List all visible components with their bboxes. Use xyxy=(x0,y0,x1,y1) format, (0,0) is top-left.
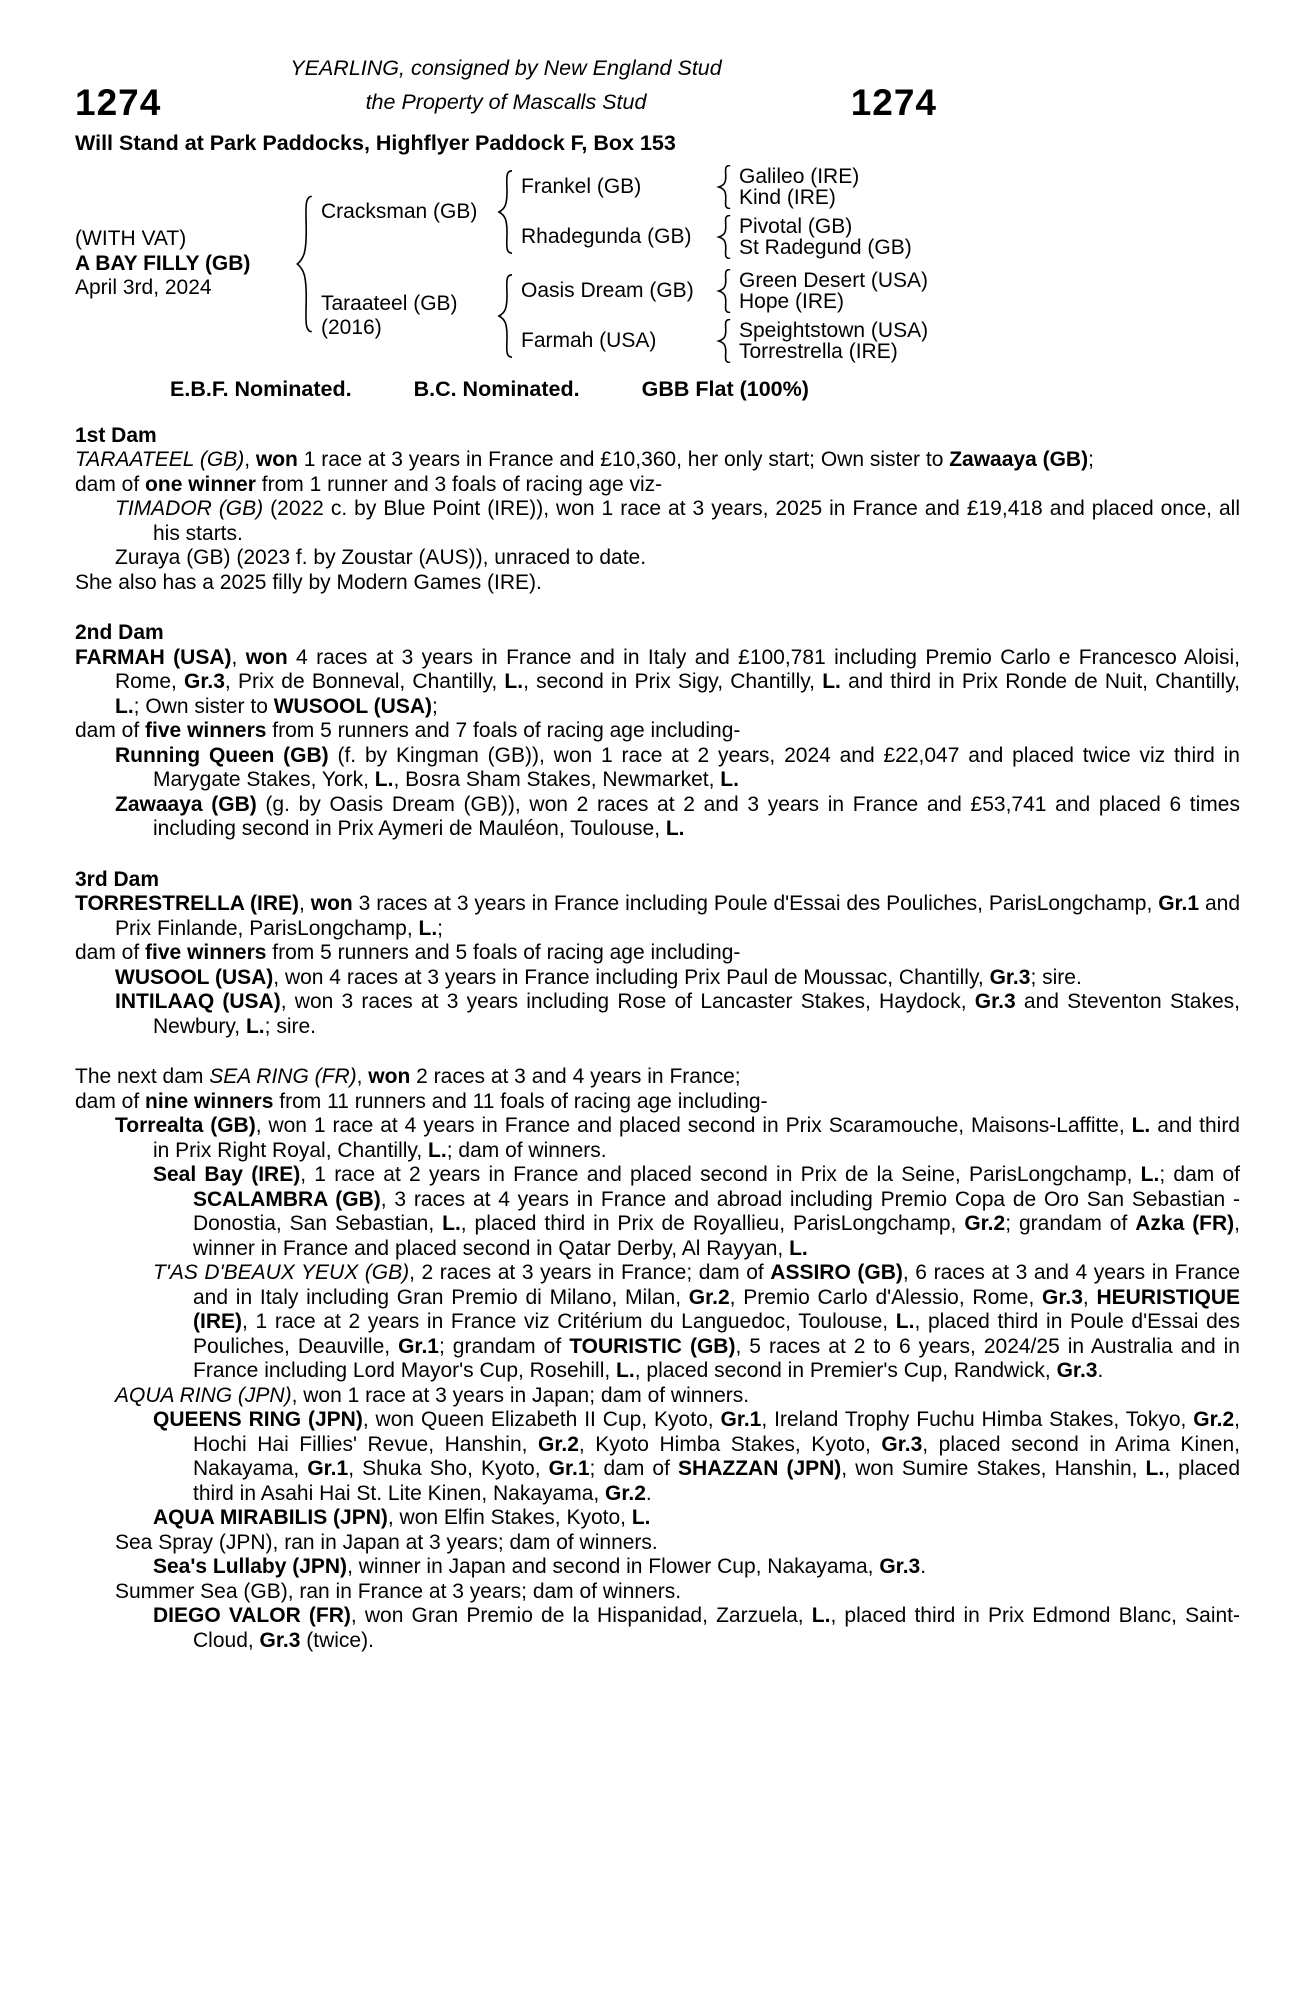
text-segment: (twice). xyxy=(300,1628,374,1652)
catalogue-paragraph xyxy=(75,1114,1240,1163)
catalogue-paragraph xyxy=(75,473,1240,498)
text-segment: , Ireland Trophy Fuchu Himba Stakes, Tokyo, xyxy=(761,1408,1194,1431)
ggp-name: Green Desert (USA) xyxy=(739,268,929,292)
text-segment: , won Gran Premio de la Hispanidad, Zarzuela, xyxy=(350,1604,812,1627)
granddam-block xyxy=(521,319,928,363)
catalogue-paragraph xyxy=(75,1090,1240,1115)
text-segment: won xyxy=(368,1065,411,1088)
catalogue-paragraph xyxy=(75,646,1240,720)
text-segment: , Premio Carlo d'Alessio, Rome, xyxy=(729,1285,1043,1309)
ggp-name: Hope (IRE) xyxy=(739,290,845,313)
text-segment: ; dam of xyxy=(1159,1163,1241,1186)
text-segment: from 11 runners and 11 foals of racing age including- xyxy=(273,1089,768,1113)
text-segment: . xyxy=(1097,1359,1104,1382)
text-segment: (2022 c. by Blue Point (IRE)), won 1 race at 3 years, 2025 in France and £19,418 and placed once, all his starts. xyxy=(153,497,1240,545)
lot-row xyxy=(75,83,937,123)
text-segment: ; Own sister to xyxy=(133,694,274,718)
text-segment: and Prix Finlande, ParisLongchamp, xyxy=(115,892,1240,940)
text-segment: and third in Prix Right Royal, Chantilly, xyxy=(153,1114,1240,1162)
great-grandparents xyxy=(739,166,859,209)
catalogue-paragraph xyxy=(75,571,1240,596)
text-segment: ; xyxy=(1088,448,1094,471)
text-segment: ; xyxy=(432,694,438,718)
sire-dam-name: Rhadegunda (GB) xyxy=(521,224,692,248)
text-segment: , 6 races at 3 and 4 years in France and in Italy including Gran Premio di Milano, Milan, xyxy=(193,1261,1240,1309)
text-segment: SCALAMBRA (GB) xyxy=(193,1187,381,1211)
text-segment: , 5 races at 2 to 6 years, 2024/25 in Australia and in France including Lord Mayor's Cup, Rosehill, xyxy=(193,1334,1240,1382)
catalogue-paragraph xyxy=(75,1555,1240,1580)
dam-name: Taraateel (GB) xyxy=(321,291,458,315)
text-segment: Gr.1 xyxy=(548,1457,590,1480)
text-segment: Gr.3 xyxy=(881,1432,923,1456)
text-segment: , second in Prix Sigy, Chantilly, xyxy=(523,670,823,693)
text-segment: Sea Spray (JPN), ran in Japan at 3 years; dam of winners. xyxy=(115,1530,658,1554)
text-segment: , won 1 race at 4 years in France and placed second in Prix Scaramouche, Maisons-Laffitte, xyxy=(255,1114,1132,1137)
text-segment: , 3 races at 4 years in France and abroad including Premio Copa de Oro San Sebastian - Donostia, San Sebastian, xyxy=(193,1187,1240,1235)
text-segment: (f. by Kingman (GB)), won 1 race at 2 years, 2024 and £22,047 and placed twice viz third in Marygate Stakes, York, xyxy=(153,743,1240,791)
text-segment: , won 3 races at 3 years including Rose of Lancaster Stakes, Haydock, xyxy=(280,990,975,1013)
text-segment: Gr.3 xyxy=(974,990,1016,1013)
text-segment: DIEGO VALOR (FR) xyxy=(153,1604,351,1627)
text-segment: L. xyxy=(631,1506,651,1529)
text-segment: T'AS D'BEAUX YEUX (GB) xyxy=(153,1261,410,1284)
text-segment: L. xyxy=(374,768,394,791)
text-segment: , winner in Japan and second in Flower Cup, Nakayama, xyxy=(347,1555,880,1578)
catalogue-paragraph xyxy=(75,1604,1240,1653)
text-segment: Zawaaya (GB) xyxy=(949,448,1089,471)
catalogue-paragraph xyxy=(75,892,1240,941)
text-segment: Zawaaya (GB) xyxy=(115,792,257,816)
sire-sire-name: Frankel (GB) xyxy=(521,174,642,198)
catalogue-paragraph xyxy=(75,990,1240,1039)
text-segment: Gr.3 xyxy=(184,670,225,693)
text-segment: L. xyxy=(115,694,134,718)
text-segment: AQUA MIRABILIS (JPN) xyxy=(153,1506,388,1529)
text-segment: ; grandam of xyxy=(1005,1212,1136,1235)
text-segment: L. xyxy=(428,1138,447,1162)
text-segment: TIMADOR (GB) xyxy=(115,497,264,520)
text-segment: won xyxy=(255,448,298,471)
text-segment: Azka (FR) xyxy=(1135,1212,1235,1235)
text-segment: and Steventon Stakes, Newbury, xyxy=(153,990,1240,1038)
text-segment: (g. by Oasis Dream (GB)), won 2 races at 2 and 3 years in France and £53,741 and placed 6 times including second in Prix Aymeri de Mauléon, Toulouse, xyxy=(153,792,1240,840)
property-line: the Property of Mascalls Stud xyxy=(365,90,647,115)
text-segment: TARAATEEL (GB) xyxy=(75,448,245,471)
catalogue-paragraph xyxy=(75,719,1240,744)
dam-sections xyxy=(75,424,1240,1654)
text-segment: Running Queen (GB) xyxy=(115,743,329,767)
great-grandparents xyxy=(739,270,928,313)
brace-icon xyxy=(716,269,732,313)
text-segment: Gr.1 xyxy=(1158,892,1200,915)
text-segment: Gr.1 xyxy=(398,1334,439,1358)
text-segment: , Bosra Sham Stakes, Newmarket, xyxy=(393,768,721,791)
sire-block xyxy=(321,165,928,259)
catalogue-paragraph xyxy=(75,1408,1240,1506)
text-segment: and third in Prix Ronde de Nuit, Chantilly, xyxy=(840,670,1241,693)
sire-name: Cracksman (GB) xyxy=(321,199,478,223)
text-segment: L. xyxy=(1145,1457,1165,1480)
text-segment: L. xyxy=(245,1014,265,1038)
text-segment: L. xyxy=(822,670,841,693)
text-segment: , placed third in Poule d'Essai des Pouliches, Deauville, xyxy=(193,1310,1240,1358)
text-segment: 4 races at 3 years in France and in Italy and £100,781 including Premio Carlo e Francesco Aloisi, Rome, xyxy=(115,645,1241,693)
text-segment: , 1 race at 2 years in France viz Critérium du Languedoc, Toulouse, xyxy=(242,1310,896,1333)
text-segment: , won Elfin Stakes, Kyoto, xyxy=(387,1506,632,1529)
brace-icon xyxy=(496,274,514,358)
dam-year: (2016) xyxy=(321,316,382,339)
text-segment: ; dam of winners. xyxy=(446,1138,607,1162)
header xyxy=(75,56,937,155)
text-segment: FARMAH (USA) xyxy=(75,645,232,669)
text-segment: dam of xyxy=(75,472,146,496)
text-segment: , Shuka Sho, Kyoto, xyxy=(348,1457,549,1480)
text-segment: 1 race at 3 years in France and £10,360, her only start; Own sister to xyxy=(297,448,950,471)
text-segment: Gr.2 xyxy=(1193,1408,1235,1431)
text-segment: SHAZZAN (JPN) xyxy=(678,1457,842,1480)
text-segment: L. xyxy=(1140,1163,1160,1186)
text-segment: L. xyxy=(811,1604,831,1627)
dam-block xyxy=(321,269,928,363)
text-segment: Gr.3 xyxy=(1042,1285,1083,1309)
great-grandparents xyxy=(739,320,928,363)
dam-section-heading: 2nd Dam xyxy=(75,621,164,644)
catalogue-paragraph xyxy=(75,744,1240,793)
text-segment: Gr.2 xyxy=(688,1285,730,1309)
text-segment: , 2 races at 3 years in France; dam of xyxy=(409,1261,771,1284)
text-segment: from 1 runner and 3 foals of racing age viz- xyxy=(255,472,663,496)
ggp-name: St Radegund (GB) xyxy=(739,236,912,259)
text-segment: ; grandam of xyxy=(438,1334,570,1358)
text-segment: L. xyxy=(616,1359,635,1382)
text-segment: TORRESTRELLA (IRE) xyxy=(75,892,300,915)
text-segment: . xyxy=(645,1481,652,1505)
text-segment: , Hochi Hai Fillies' Revue, Hanshin, xyxy=(193,1408,1241,1456)
brace-icon xyxy=(716,319,732,363)
subject-block xyxy=(75,227,287,301)
text-segment: , placed third in Asahi Hai St. Lite Kinen, Nakayama, xyxy=(193,1457,1241,1505)
text-segment: Gr.2 xyxy=(538,1432,579,1456)
grandsire-block xyxy=(521,165,912,209)
foal-date: April 3rd, 2024 xyxy=(75,276,212,300)
catalogue-paragraph xyxy=(75,941,1240,966)
text-segment: , placed second in Arima Kinen, Nakayama, xyxy=(193,1432,1240,1480)
text-segment: Summer Sea (GB), ran in France at 3 years; dam of winners. xyxy=(115,1579,682,1603)
text-segment: Gr.3 xyxy=(989,965,1031,989)
text-segment: 2 races at 3 and 4 years in France; xyxy=(410,1065,741,1088)
catalogue-paragraph xyxy=(75,1261,1240,1384)
text-segment: dam of xyxy=(75,719,146,742)
ebf-nominated: E.B.F. Nominated. xyxy=(170,377,352,401)
brace-icon xyxy=(496,170,514,254)
text-segment: The next dam xyxy=(75,1065,210,1088)
catalogue-paragraph xyxy=(75,1384,1240,1409)
text-segment: L. xyxy=(504,670,524,693)
text-segment: won xyxy=(245,645,288,669)
dam-section-heading: 3rd Dam xyxy=(75,867,160,891)
text-segment: dam of xyxy=(75,941,146,964)
text-segment: , won Sumire Stakes, Hanshin, xyxy=(841,1457,1146,1480)
dam-sire-name: Oasis Dream (GB) xyxy=(521,278,694,302)
dam-section xyxy=(75,1065,1240,1653)
text-segment: SEA RING (FR) xyxy=(209,1065,357,1088)
ggp-name: Kind (IRE) xyxy=(739,186,836,209)
dam-section xyxy=(75,621,1240,842)
dam-section xyxy=(75,424,1240,596)
text-segment: WUSOOL (USA) xyxy=(115,965,274,989)
catalogue-paragraph xyxy=(75,497,1240,546)
text-segment: L. xyxy=(1131,1114,1151,1137)
text-segment: Sea's Lullaby (JPN) xyxy=(153,1555,348,1578)
text-segment: one winner xyxy=(145,472,256,496)
text-segment: five winners xyxy=(145,941,267,964)
text-segment: , Prix de Bonneval, Chantilly, xyxy=(224,670,505,693)
ggp-name: Torrestrella (IRE) xyxy=(739,340,898,363)
catalogue-paragraph xyxy=(75,1065,1240,1090)
dam-dam-name: Farmah (USA) xyxy=(521,328,657,352)
text-segment: , placed third in Prix de Royallieu, ParisLongchamp, xyxy=(460,1212,965,1235)
text-segment: , won 4 races at 3 years in France including Prix Paul de Moussac, Chantilly, xyxy=(273,965,990,989)
text-segment: L. xyxy=(895,1310,915,1333)
text-segment: Torrealta (GB) xyxy=(115,1114,256,1137)
text-segment: . xyxy=(920,1555,927,1578)
dam-grandparents xyxy=(521,269,928,363)
catalogue-paragraph xyxy=(75,448,1240,473)
text-segment: L. xyxy=(442,1212,461,1235)
dam-section-heading: 1st Dam xyxy=(75,423,157,447)
text-segment: from 5 runners and 5 foals of racing age including- xyxy=(266,941,741,964)
text-segment: nine winners xyxy=(145,1089,274,1113)
great-grandparents xyxy=(739,216,912,259)
text-segment: , placed third in Prix Edmond Blanc, Saint-Cloud, xyxy=(193,1604,1240,1652)
ggp-name: Galileo (IRE) xyxy=(739,164,860,188)
lot-number-left: 1274 xyxy=(75,81,162,123)
ggp-name: Speightstown (USA) xyxy=(739,318,929,342)
vat-note: (WITH VAT) xyxy=(75,227,187,251)
text-segment: ; xyxy=(437,916,444,940)
text-segment: ; dam of xyxy=(589,1457,679,1480)
text-segment: , xyxy=(1082,1285,1097,1309)
text-segment: , xyxy=(244,448,256,471)
text-segment: , winner in France and placed second in Qatar Derby, Al Rayyan, xyxy=(193,1212,1241,1260)
pedigree-table xyxy=(75,165,1240,363)
text-segment: Seal Bay (IRE) xyxy=(153,1163,301,1186)
lot-number-right: 1274 xyxy=(850,81,937,123)
text-segment: TOURISTIC (GB) xyxy=(569,1334,736,1358)
dam-section xyxy=(75,868,1240,1040)
text-segment: QUEENS RING (JPN) xyxy=(153,1408,363,1431)
dam-name-block xyxy=(321,292,489,341)
bc-nominated: B.C. Nominated. xyxy=(413,377,580,401)
text-segment: HEURISTIQUE (IRE) xyxy=(193,1285,1241,1333)
catalogue-paragraph xyxy=(75,1506,1240,1531)
gbb-flat: GBB Flat (100%) xyxy=(641,377,809,401)
subject-name: A BAY FILLY (GB) xyxy=(75,251,251,275)
text-segment: WUSOOL (USA) xyxy=(273,694,432,718)
text-segment: INTILAAQ (USA) xyxy=(115,990,281,1013)
text-segment: , xyxy=(299,892,311,915)
text-segment: L. xyxy=(720,768,739,791)
brace-icon xyxy=(294,195,314,333)
brace-icon xyxy=(716,215,732,259)
text-segment: Zuraya (GB) (2023 f. by Zoustar (AUS)), unraced to date. xyxy=(115,546,647,569)
text-segment: , 1 race at 2 years in France and placed second in Prix de la Seine, ParisLongchamp, xyxy=(300,1163,1141,1186)
consignor-line: YEARLING, consigned by New England Stud xyxy=(290,56,722,80)
text-segment: Gr.1 xyxy=(720,1408,762,1431)
text-segment: dam of xyxy=(75,1089,146,1113)
text-segment: Gr.3 xyxy=(879,1555,921,1578)
catalogue-paragraph xyxy=(75,1580,1240,1605)
grandsire-block xyxy=(521,269,928,313)
parents-column xyxy=(321,165,928,363)
text-segment: , placed second in Premier's Cup, Randwick, xyxy=(634,1359,1057,1382)
text-segment: ; sire. xyxy=(264,1014,316,1038)
brace-icon xyxy=(716,165,732,209)
text-segment: 3 races at 3 years in France including Poule d'Essai des Pouliches, ParisLongchamp, xyxy=(352,892,1159,915)
sire-grandparents xyxy=(521,165,912,259)
text-segment: Gr.1 xyxy=(307,1457,349,1480)
text-segment: AQUA RING (JPN) xyxy=(115,1383,292,1407)
text-segment: five winners xyxy=(145,719,267,742)
catalogue-paragraph xyxy=(75,966,1240,991)
catalogue-paragraph xyxy=(75,793,1240,842)
text-segment: ASSIRO (GB) xyxy=(770,1261,903,1284)
text-segment: Gr.3 xyxy=(1056,1359,1098,1382)
catalogue-paragraph xyxy=(75,1163,1240,1261)
text-segment: Gr.2 xyxy=(964,1212,1006,1235)
text-segment: from 5 runners and 7 foals of racing age including- xyxy=(266,719,741,742)
text-segment: She also has a 2025 filly by Modern Games (IRE). xyxy=(75,570,542,594)
text-segment: L. xyxy=(418,916,438,940)
catalogue-paragraph xyxy=(75,546,1240,571)
catalogue-paragraph xyxy=(75,1531,1240,1556)
text-segment: , won Queen Elizabeth II Cup, Kyoto, xyxy=(362,1408,721,1431)
text-segment: , won 1 race at 3 years in Japan; dam of winners. xyxy=(291,1383,750,1407)
text-segment: Gr.3 xyxy=(259,1628,301,1652)
text-segment: , xyxy=(231,645,246,669)
text-segment: ; sire. xyxy=(1030,965,1082,989)
stand-location-line: Will Stand at Park Paddocks, Highflyer Paddock F, Box 153 xyxy=(75,130,676,155)
text-segment: Gr.2 xyxy=(605,1481,646,1505)
ggp-name: Pivotal (GB) xyxy=(739,214,853,238)
granddam-block xyxy=(521,215,912,259)
text-segment: , xyxy=(356,1065,369,1088)
nominations-row xyxy=(75,377,1240,402)
text-segment: , Kyoto Himba Stakes, Kyoto, xyxy=(578,1432,882,1456)
text-segment: L. xyxy=(789,1236,808,1260)
text-segment: L. xyxy=(665,817,685,840)
text-segment: won xyxy=(310,892,353,915)
